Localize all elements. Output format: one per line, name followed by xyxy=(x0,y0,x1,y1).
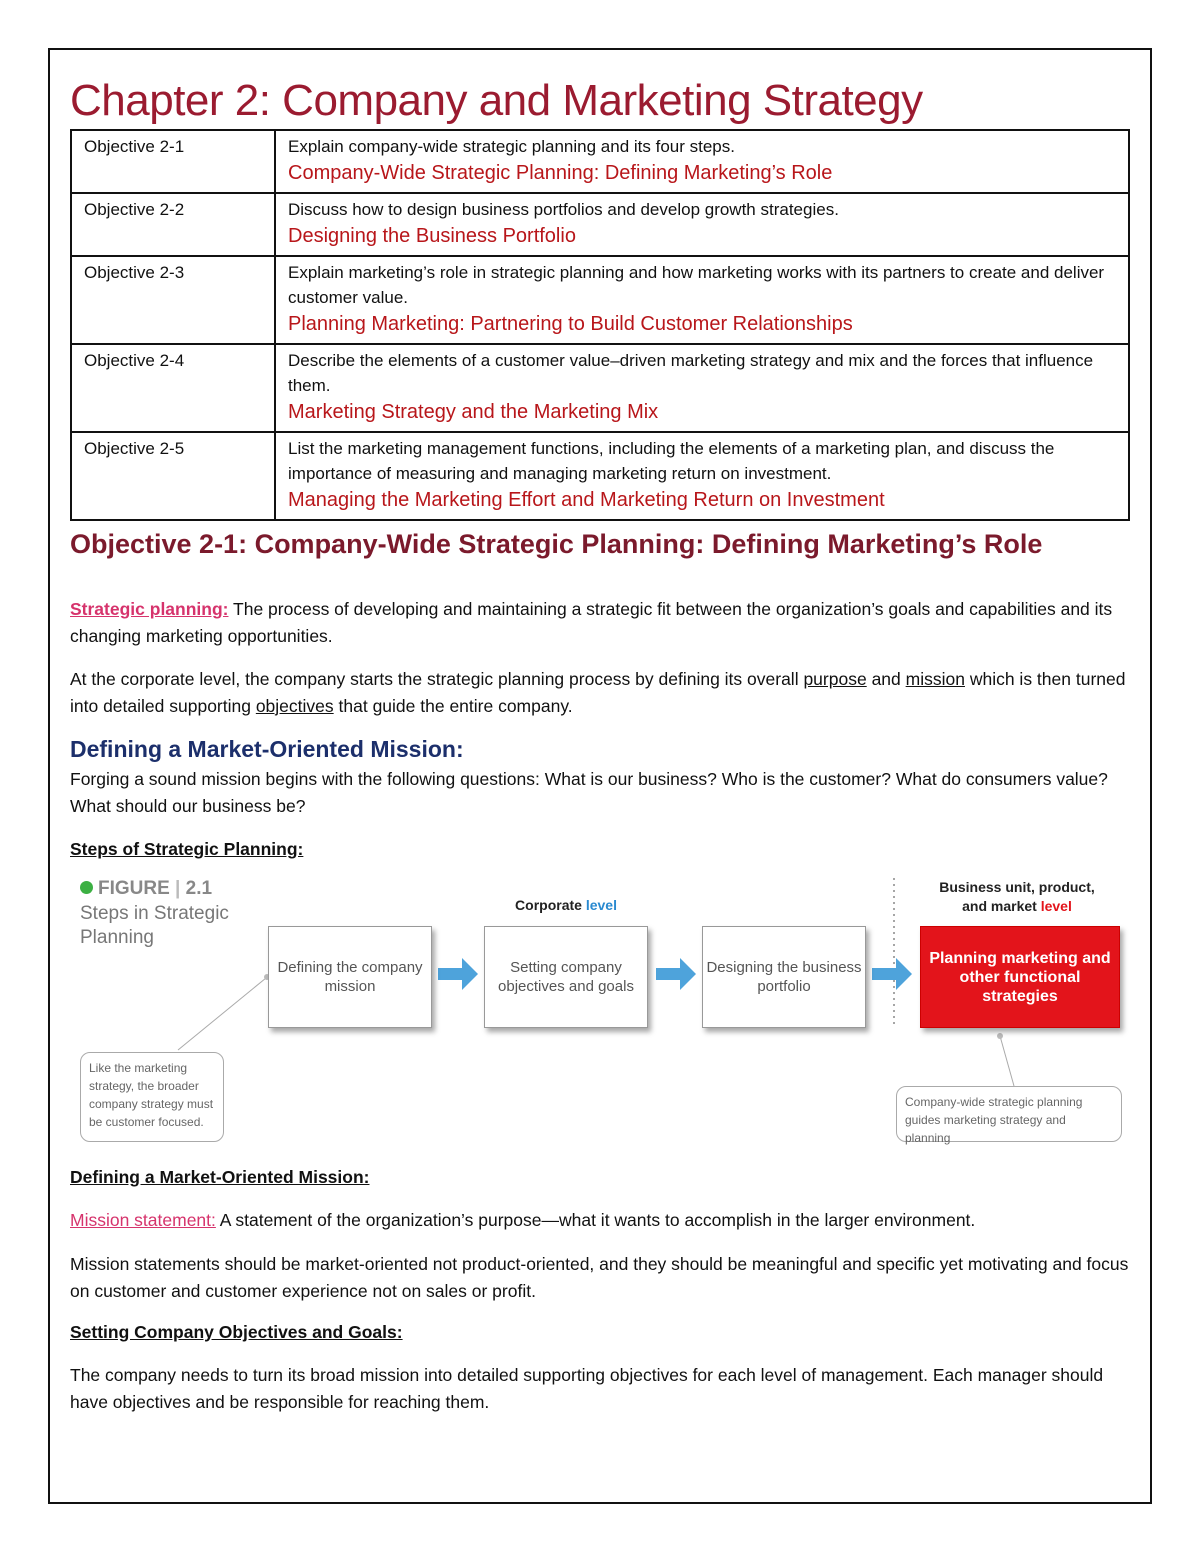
objective-description: Explain company-wide strategic planning and its four steps. xyxy=(288,137,735,156)
corporate-level-label: Corporate level xyxy=(515,897,617,913)
green-dot-icon xyxy=(80,881,93,894)
mission-paragraph: Forging a sound mission begins with the following questions: What is our business? Who is the customer? What do consumers value? What should our business be? xyxy=(70,769,1108,816)
objective-cell xyxy=(275,344,1129,432)
callout-connector xyxy=(1000,1036,1014,1086)
mission-statement-definition: Mission statement: A statement of the organization’s purpose—what it wants to accomplish in the larger environment. xyxy=(70,1210,976,1230)
objective-heading: Company-Wide Strategic Planning: Defining Marketing’s Role xyxy=(288,162,833,184)
objective-description: List the marketing management functions, including the elements of a marketing plan, and discuss the importance of measuring and managing marketing return on investment. xyxy=(288,439,1055,483)
objective-cell xyxy=(275,193,1129,256)
step-planning-marketing: Planning marketing and other functional strategies xyxy=(920,926,1120,1028)
goals-paragraph: The company needs to turn its broad mission into detailed supporting objectives for each level of management. Each manager should have objectives and be responsible for reaching them. xyxy=(70,1365,1104,1412)
arrow-icon xyxy=(438,958,478,990)
objective-description: Explain marketing’s role in strategic planning and how marketing works with its partners to create and deliver customer value. xyxy=(288,263,1105,307)
step-defining-mission: Defining the company mission xyxy=(268,926,432,1028)
objective-cell xyxy=(275,432,1129,520)
objective-cell xyxy=(275,256,1129,344)
section-heading: Objective 2-1: Company-Wide Strategic Planning: Defining Marketing’s Role xyxy=(70,529,1043,559)
objective-row xyxy=(71,193,1129,256)
callout-connector xyxy=(178,978,266,1050)
arrow-icon xyxy=(656,958,696,990)
objective-row xyxy=(71,130,1129,193)
mission-term: mission xyxy=(905,669,965,689)
defining-mission-subheading: Defining a Market-Oriented Mission: xyxy=(70,1167,370,1187)
purpose-term: purpose xyxy=(803,669,867,689)
figure-label: FIGURE | 2.1 xyxy=(80,878,212,900)
objective-heading: Marketing Strategy and the Marketing Mix xyxy=(288,401,659,423)
objective-label: Objective 2-3 xyxy=(71,256,275,344)
term-strategic-planning: Strategic planning: xyxy=(70,599,229,619)
objective-description: Discuss how to design business portfolios and develop growth strategies. xyxy=(288,200,839,219)
business-level-label: Business unit, product, and market level xyxy=(939,879,1095,914)
goals-subheading: Setting Company Objectives and Goals: xyxy=(70,1322,403,1342)
objective-heading: Managing the Marketing Effort and Marketing Return on Investment xyxy=(288,489,885,511)
objective-row xyxy=(71,256,1129,344)
figure-steps-strategic-planning xyxy=(66,868,1136,1153)
objective-heading: Planning Marketing: Partnering to Build Customer Relationships xyxy=(288,313,853,335)
step-designing-portfolio: Designing the business portfolio xyxy=(702,926,866,1028)
term-mission-statement: Mission statement: xyxy=(70,1210,216,1230)
steps-heading: Steps of Strategic Planning: xyxy=(70,839,304,859)
objectives-term: objectives xyxy=(255,696,334,716)
step-setting-objectives: Setting company objectives and goals xyxy=(484,926,648,1028)
objective-row xyxy=(71,432,1129,520)
objectives-table xyxy=(70,129,1130,521)
objective-description: Describe the elements of a customer value–driven marketing strategy and mix and the forces that influence them. xyxy=(288,351,1094,395)
mission-statement-paragraph: Mission statements should be market-oriented not product-oriented, and they should be meaningful and specific yet motivating and focus on customer and customer experience not on sales or profit. xyxy=(70,1254,1129,1301)
callout-right: Company-wide strategic planning guides marketing strategy and planning xyxy=(896,1086,1122,1142)
callout-left: Like the marketing strategy, the broader company strategy must be customer focused. xyxy=(80,1052,224,1142)
objective-label: Objective 2-5 xyxy=(71,432,275,520)
objective-row xyxy=(71,344,1129,432)
corporate-level-paragraph: At the corporate level, the company starts the strategic planning process by defining its overall purpose and mission which is then turned into detailed supporting objectives that guide the entire company. xyxy=(70,669,1126,716)
objective-heading: Designing the Business Portfolio xyxy=(288,225,576,247)
objective-cell xyxy=(275,130,1129,193)
objective-label: Objective 2-1 xyxy=(71,130,275,193)
figure-caption: Steps in Strategic Planning xyxy=(80,903,229,948)
page-title: Chapter 2: Company and Marketing Strategy xyxy=(70,76,923,125)
objective-label: Objective 2-2 xyxy=(71,193,275,256)
objective-label: Objective 2-4 xyxy=(71,344,275,432)
arrow-icon xyxy=(872,958,912,990)
mission-heading: Defining a Market-Oriented Mission: xyxy=(70,736,464,762)
strategic-planning-definition: Strategic planning: The process of developing and maintaining a strategic fit between the organization’s goals and capabilities and its changing marketing opportunities. xyxy=(70,599,1113,646)
